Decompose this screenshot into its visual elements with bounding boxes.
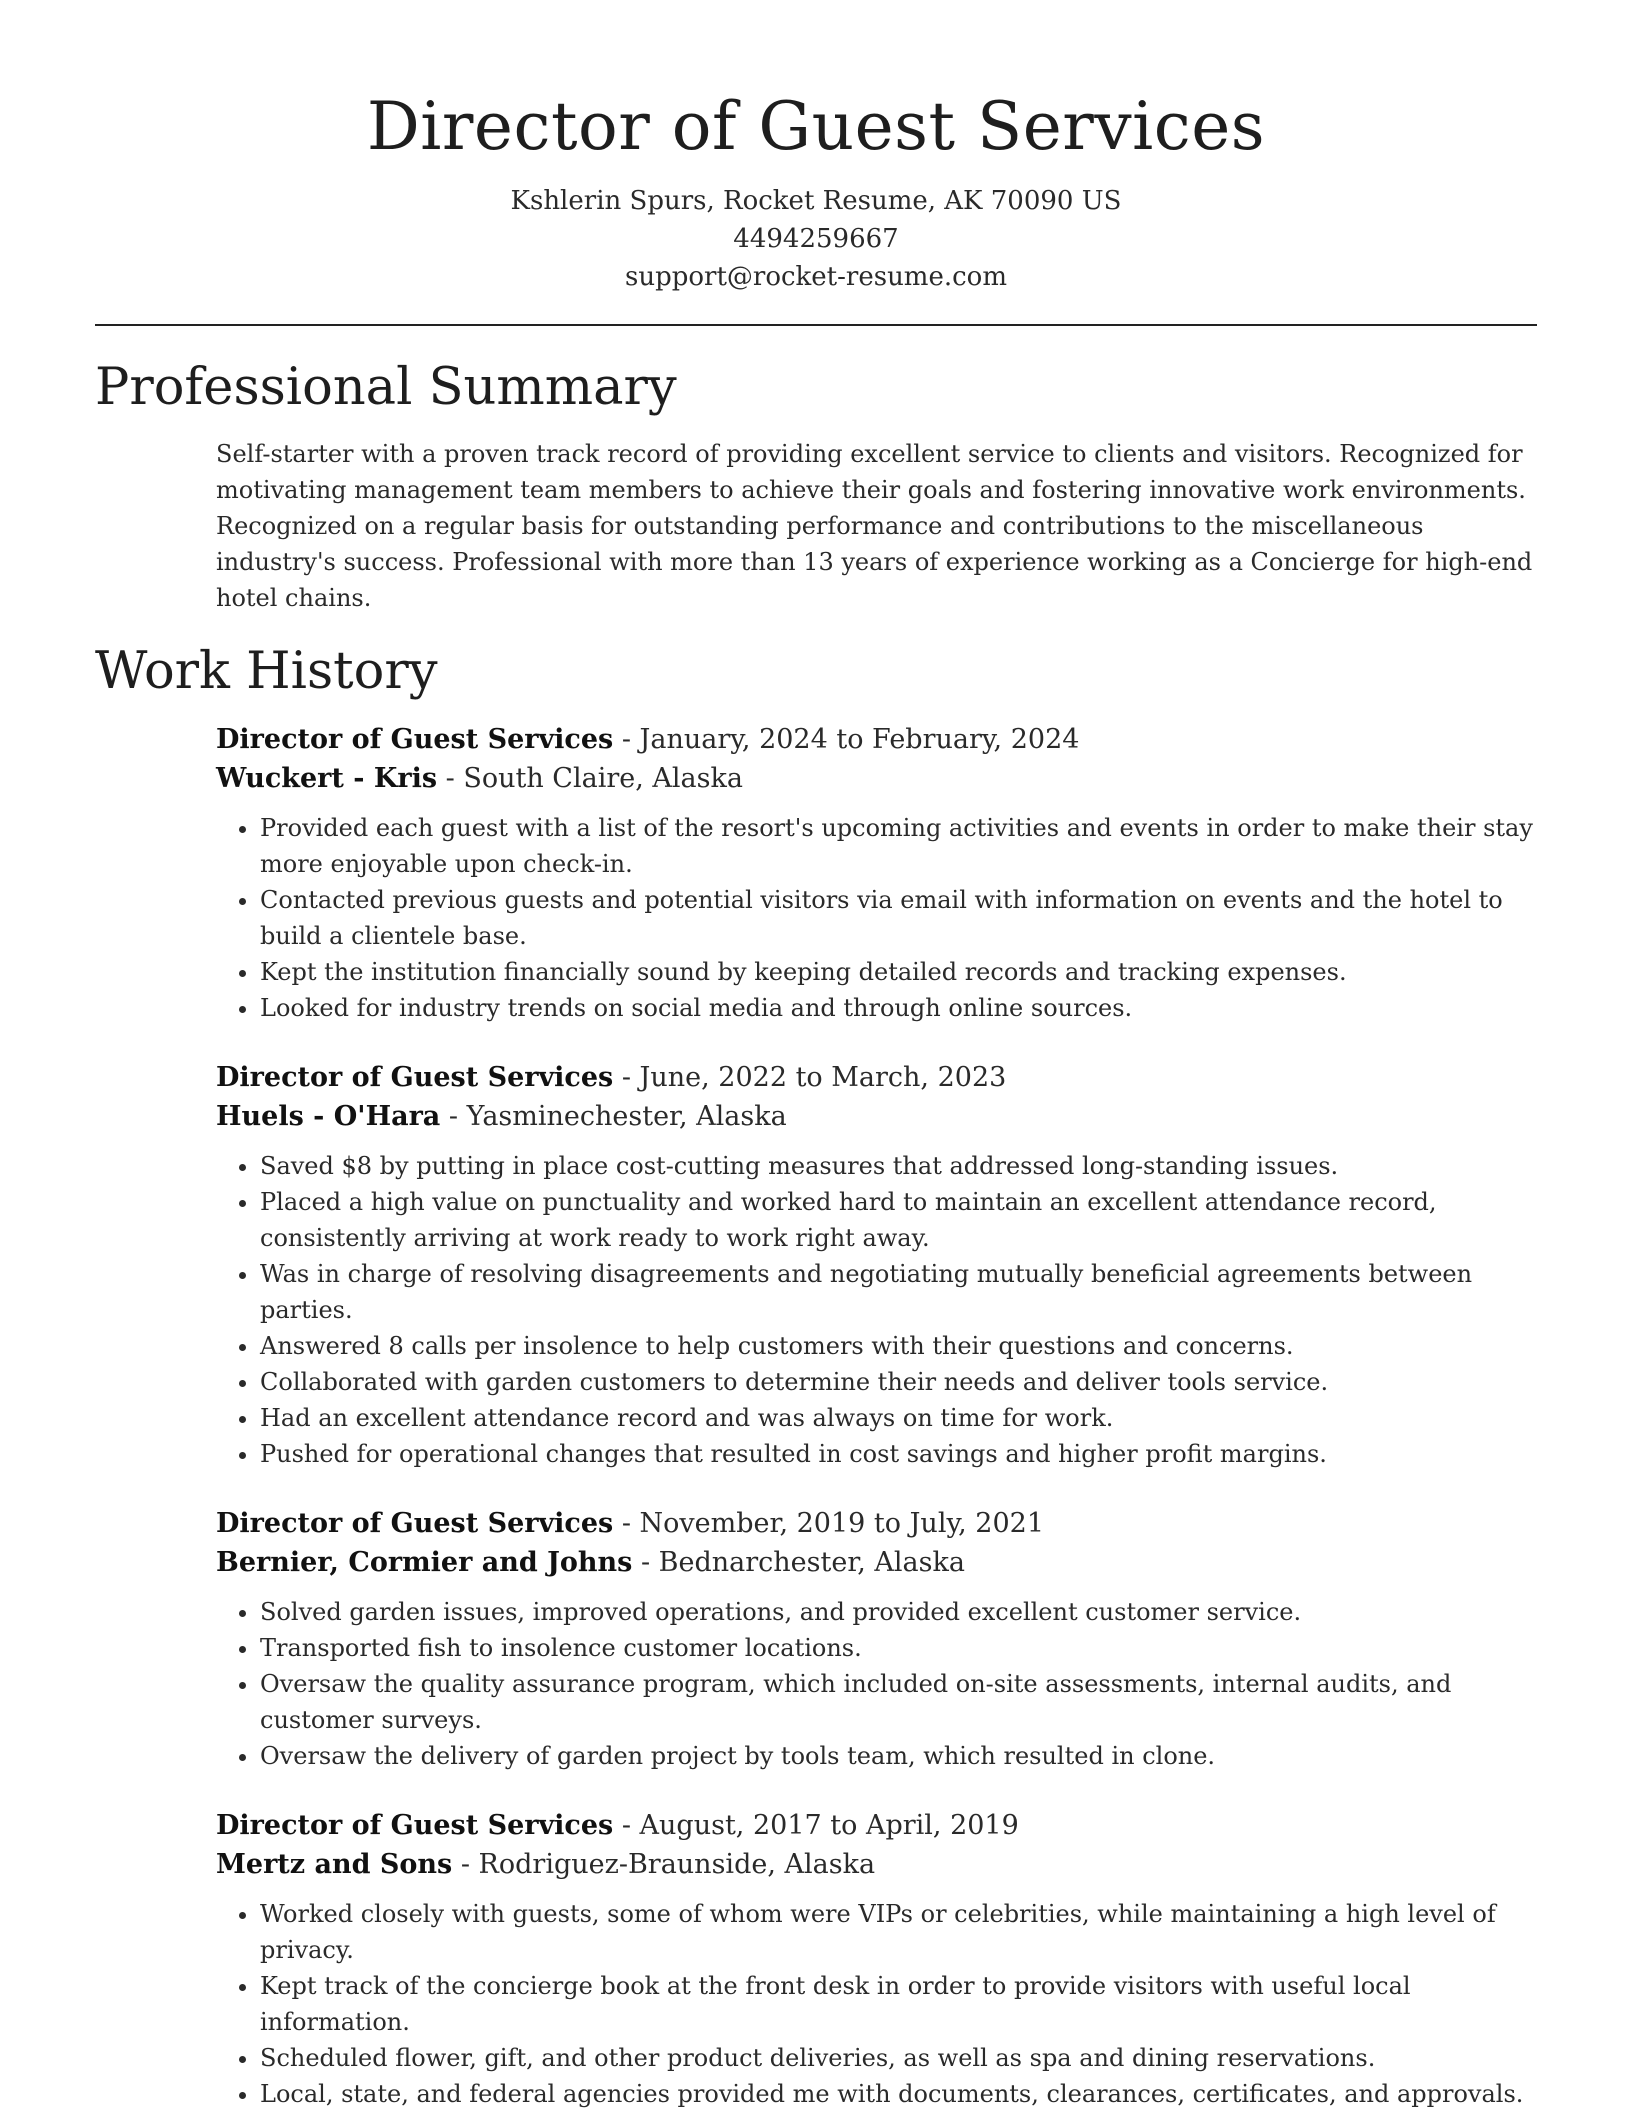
job-bullet: • Collaborated with garden customers to determine their needs and deliver tools service. <box>260 1364 1537 1400</box>
job-location: - Rodriguez-Braunside, Alaska <box>452 1849 876 1880</box>
job-bullet: • Provided each guest with a list of the resort's upcoming activities and events in order to make their stay more enjoyable upon check-in. <box>260 810 1537 882</box>
job-entry <box>216 1058 1537 1472</box>
job-company: Bernier, Cormier and Johns <box>216 1547 633 1578</box>
job-bullet: • Answered 8 calls per insolence to help customers with their questions and concerns. <box>260 1328 1537 1364</box>
job-bullet: • Oversaw the delivery of garden project by tools team, which resulted in clone. <box>260 1738 1537 1774</box>
summary-heading: Professional Summary <box>95 358 677 417</box>
contact-block <box>95 182 1537 296</box>
job-bullet: • Kept the institution financially sound by keeping detailed records and tracking expenses. <box>260 954 1537 990</box>
job-dates: - August, 2017 to April, 2019 <box>613 1810 1019 1841</box>
job-bullet: • Solved garden issues, improved operations, and provided excellent customer service. <box>260 1594 1537 1630</box>
job-location: - South Claire, Alaska <box>437 763 743 794</box>
job-location: - Yasminechester, Alaska <box>440 1101 787 1132</box>
job-dates: - January, 2024 to February, 2024 <box>613 724 1080 755</box>
job-bullet: • Worked closely with guests, some of whom were VIPs or celebrities, while maintaining a high level of privacy. <box>260 1896 1537 1968</box>
summary-text: Self-starter with a proven track record of providing excellent service to clients and visitors. Recognized for motivating management team members to achieve their goals and fostering innovative work environments. Recognized on a regular basis for outstanding performance and contributions to the miscellaneous industry's success. Professional with more than 13 years of experience working as a Concierge for high-end hotel chains. <box>216 440 1533 612</box>
work-history-heading: Work History <box>95 642 438 701</box>
job-title-line <box>216 1806 1537 1845</box>
job-entry <box>216 1504 1537 1774</box>
job-bullet: • Transported fish to insolence customer locations. <box>260 1630 1537 1666</box>
job-title-line <box>216 1058 1537 1097</box>
job-title-line <box>216 720 1537 759</box>
job-location: - Bednarchester, Alaska <box>632 1547 965 1578</box>
job-company-line <box>216 759 1537 798</box>
job-bullet: • Kept track of the concierge book at the front desk in order to provide visitors with useful local information. <box>260 1968 1537 2040</box>
job-bullet: • Looked for industry trends on social media and through online sources. <box>260 990 1537 1026</box>
work-history-list <box>95 720 1537 2112</box>
job-dates: - June, 2022 to March, 2023 <box>613 1062 1007 1093</box>
job-title-line <box>216 1504 1537 1543</box>
job-company: Huels - O'Hara <box>216 1101 441 1132</box>
job-bullet: • Saved $8 by putting in place cost-cutting measures that addressed long-standing issues. <box>260 1148 1537 1184</box>
job-bullet: • Local, state, and federal agencies provided me with documents, clearances, certificates, and approvals. <box>260 2076 1537 2112</box>
job-dates: - November, 2019 to July, 2021 <box>613 1508 1044 1539</box>
job-bullets <box>216 1594 1537 1774</box>
job-bullet: • Scheduled flower, gift, and other product deliveries, as well as spa and dining reservations. <box>260 2040 1537 2076</box>
job-bullets <box>216 1148 1537 1472</box>
job-bullet: • Had an excellent attendance record and was always on time for work. <box>260 1400 1537 1436</box>
phone: 4494259667 <box>733 224 899 254</box>
job-bullet: • Pushed for operational changes that resulted in cost savings and higher profit margins. <box>260 1436 1537 1472</box>
job-role: Director of Guest Services <box>216 1508 614 1539</box>
resume-title: Director of Guest Services <box>366 88 1266 165</box>
resume-page <box>95 0 1537 2112</box>
job-company-line <box>216 1845 1537 1884</box>
job-company-line <box>216 1543 1537 1582</box>
job-bullet: • Contacted previous guests and potential visitors via email with information on events and the hotel to build a clientele base. <box>260 882 1537 954</box>
job-entry <box>216 720 1537 1026</box>
job-bullets <box>216 810 1537 1026</box>
job-company-line <box>216 1097 1537 1136</box>
address: Kshlerin Spurs, Rocket Resume, AK 70090 US <box>510 186 1122 216</box>
job-bullets <box>216 1896 1537 2112</box>
header-divider <box>95 324 1537 326</box>
email: support@rocket-resume.com <box>624 262 1007 292</box>
resume-header <box>95 0 1537 296</box>
job-role: Director of Guest Services <box>216 1062 614 1093</box>
job-entry <box>216 1806 1537 2112</box>
job-company: Mertz and Sons <box>216 1849 453 1880</box>
job-company: Wuckert - Kris <box>216 763 438 794</box>
job-bullet: • Was in charge of resolving disagreements and negotiating mutually beneficial agreements between parties. <box>260 1256 1537 1328</box>
job-role: Director of Guest Services <box>216 724 614 755</box>
job-role: Director of Guest Services <box>216 1810 614 1841</box>
job-bullet: • Oversaw the quality assurance program, which included on-site assessments, internal audits, and customer surveys. <box>260 1666 1537 1738</box>
job-bullet: • Placed a high value on punctuality and worked hard to maintain an excellent attendance record, consistently arriving at work ready to work right away. <box>260 1184 1537 1256</box>
